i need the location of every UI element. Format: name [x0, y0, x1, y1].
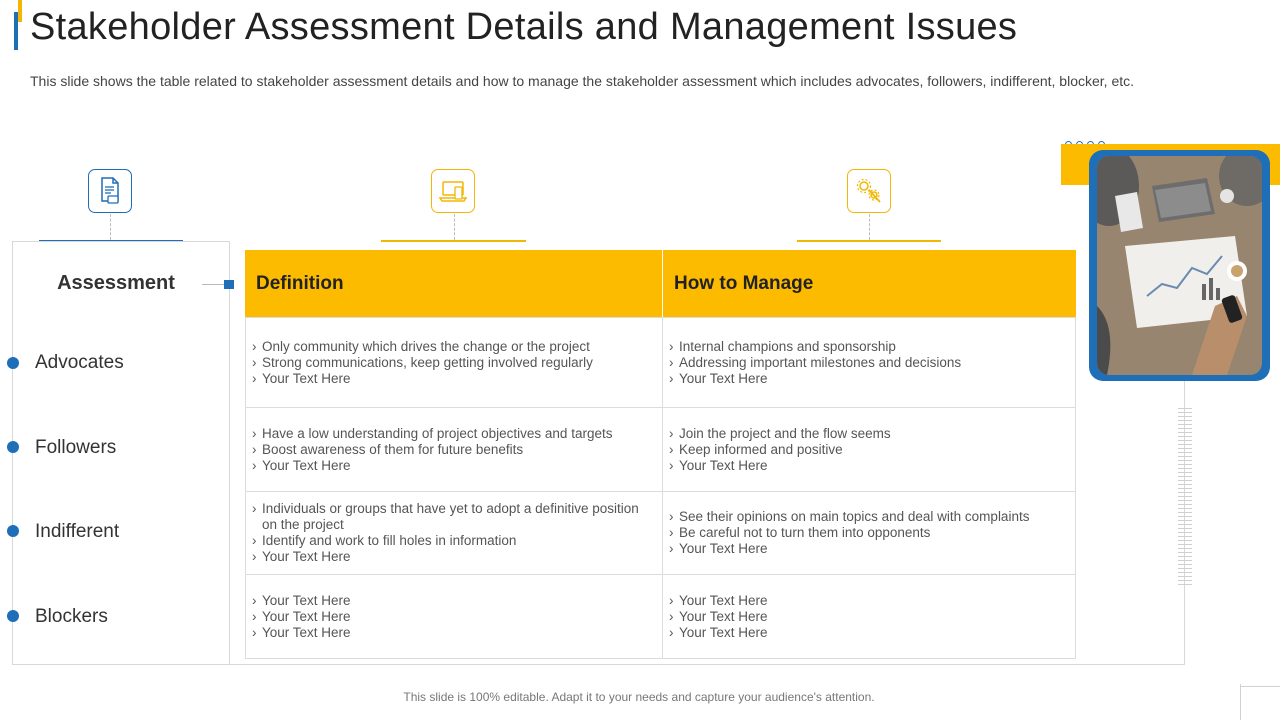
connector-line [110, 214, 111, 240]
frame-line [12, 664, 1185, 665]
row-label-advocates: Advocates [35, 352, 124, 373]
connector-line [869, 214, 870, 240]
header-connector-marker [224, 280, 234, 289]
bullet-text: › Your Text Here [669, 625, 1067, 641]
bullet-text: › Your Text Here [252, 371, 654, 387]
title-accent-blue [14, 12, 18, 50]
bullet-text: › Your Text Here [669, 458, 1067, 474]
decorative-ladder [1178, 408, 1192, 588]
manage-cell-indifferent [662, 491, 1076, 575]
bullet-text: › Your Text Here [669, 371, 1067, 387]
title-accent-yellow [18, 0, 22, 22]
bullet-text: › Internal champions and sponsorship [669, 339, 1067, 355]
bullet-text: › Your Text Here [669, 593, 1067, 609]
bullet-text: › Your Text Here [252, 549, 654, 565]
bullet-text: › Identify and work to fill holes in information [252, 533, 654, 549]
connector-line [454, 214, 455, 240]
manage-cell-advocates [662, 317, 1076, 408]
bullet-text: › Only community which drives the change or the project [252, 339, 654, 355]
slide-footer: This slide is 100% editable. Adapt it to your needs and capture your audience's attention. [403, 690, 875, 704]
row-bullet [7, 610, 19, 622]
header-connector [202, 284, 224, 285]
column-underline [381, 240, 526, 242]
meeting-photo [1097, 156, 1262, 375]
document-icon [88, 169, 132, 213]
bullet-text: › See their opinions on main topics and deal with complaints [669, 509, 1067, 525]
manage-cell-followers [662, 407, 1076, 492]
row-label-indifferent: Indifferent [35, 521, 120, 542]
manage-header: How to Manage [662, 250, 1076, 317]
row-label-followers: Followers [35, 437, 117, 458]
bullet-text: › Be careful not to turn them into opponents [669, 525, 1067, 541]
slide-subtitle: This slide shows the table related to stakeholder assessment details and how to manage the stakeholder assessment which includes advocates, followers, indifferent, blocker, etc. [30, 73, 1135, 89]
bullet-text: › Your Text Here [252, 593, 654, 609]
definition-header: Definition [245, 250, 662, 317]
row-bullet [7, 357, 19, 369]
bullet-text: › Boost awareness of them for future benefits [252, 442, 654, 458]
bullet-text: › Addressing important milestones and decisions [669, 355, 1067, 371]
row-bullet [7, 525, 19, 537]
definition-cell-followers [245, 407, 663, 492]
row-bullet [7, 441, 19, 453]
bullet-text: › Your Text Here [252, 458, 654, 474]
bullet-text: › Your Text Here [252, 625, 654, 641]
corner-mark [1240, 684, 1241, 720]
slide-title: Stakeholder Assessment Details and Management Issues [30, 6, 1018, 48]
bullet-text: › Your Text Here [669, 541, 1067, 557]
bullet-text: › Your Text Here [669, 609, 1067, 625]
definition-cell-blockers [245, 574, 663, 659]
assessment-header: Assessment [57, 272, 175, 294]
gears-icon [847, 169, 891, 213]
bullet-text: › Individuals or groups that have yet to adopt a definitive position on the project [252, 501, 654, 533]
bullet-text: › Have a low understanding of project objectives and targets [252, 426, 654, 442]
definition-cell-indifferent [245, 491, 663, 575]
laptop-icon [431, 169, 475, 213]
bullet-text: › Keep informed and positive [669, 442, 1067, 458]
manage-cell-blockers [662, 574, 1076, 659]
definition-cell-advocates [245, 317, 663, 408]
bullet-text: › Join the project and the flow seems [669, 426, 1067, 442]
bullet-text: › Strong communications, keep getting involved regularly [252, 355, 654, 371]
column-underline [797, 240, 941, 242]
corner-mark [1240, 686, 1280, 687]
bullet-text: › Your Text Here [252, 609, 654, 625]
row-label-blockers: Blockers [35, 606, 108, 627]
